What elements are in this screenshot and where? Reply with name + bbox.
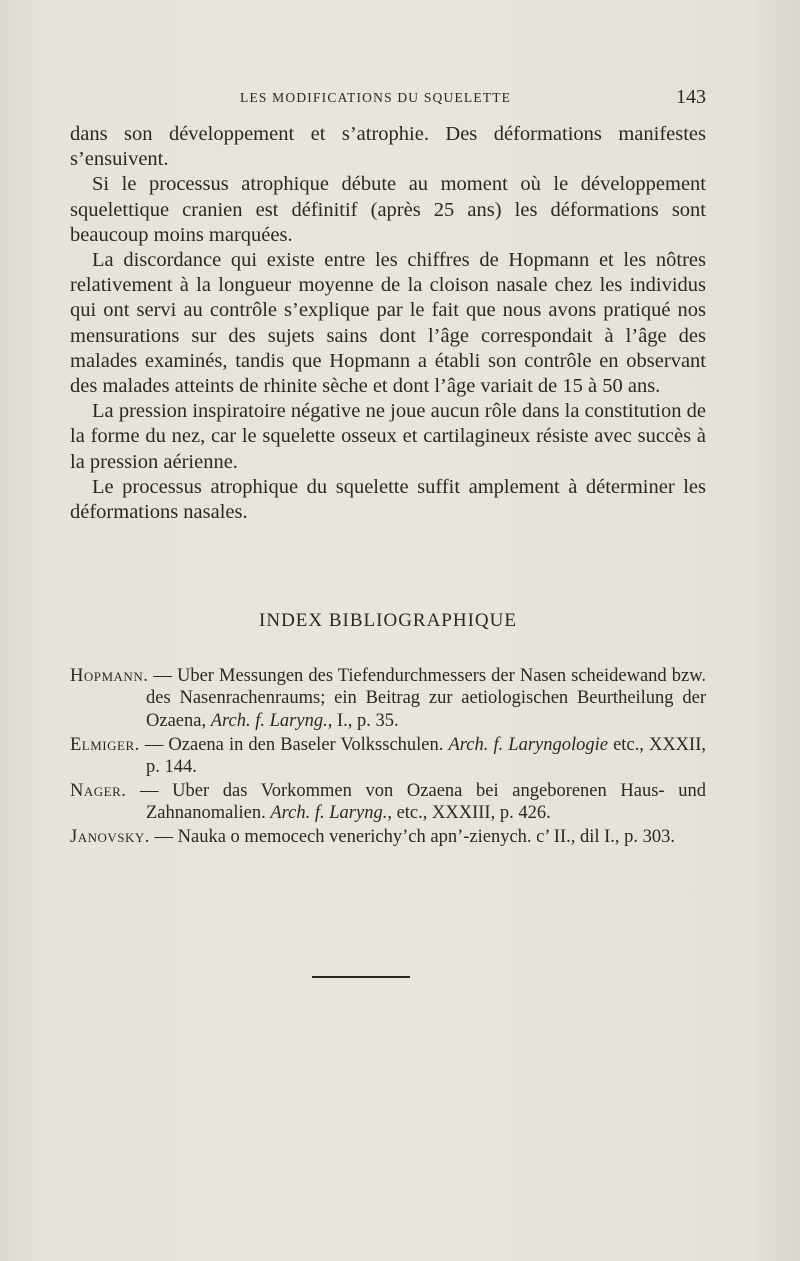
entry-citation: , I., p. 35. xyxy=(327,710,399,731)
bibliography-entry xyxy=(70,665,706,732)
page-header xyxy=(70,88,706,112)
bibliography-entry xyxy=(70,780,706,825)
entry-author: Nager. xyxy=(70,781,127,802)
entry-journal: Arch. f. Laryng. xyxy=(210,710,328,731)
page-number: 143 xyxy=(676,86,706,108)
body-text xyxy=(70,122,706,525)
closing-rule xyxy=(312,976,410,978)
entry-journal: Arch. f. Laryng. xyxy=(270,803,388,824)
entry-text: — Uber das Vorkommen von Ozaena bei angeborenen Haus- und Zahnanomalien. xyxy=(126,781,706,824)
entry-text: — Nauka o memocech venerichy’ch apn’-zienych. c’ II., dil I., p. 303. xyxy=(149,827,676,848)
paragraph: dans son développement et s’atrophie. Des déformations manifestes s’ensuivent. xyxy=(70,123,706,171)
index-title: INDEX BIBLIOGRAPHIQUE xyxy=(259,610,517,631)
entry-text: — Uber Messungen des Tiefendurchmessers der Nasen scheidewand bzw. des Nasenrachenraums; ein Beitrag zur aetiologischen Beurtheilung der Ozaena, xyxy=(146,666,706,731)
paragraph: Si le processus atrophique débute au moment où le développement squelettique cranien est définitif (après 25 ans) les déformations sont beaucoup moins marquées. xyxy=(70,173,706,246)
running-head: LES MODIFICATIONS DU SQUELETTE xyxy=(240,90,512,105)
entry-author: Janovsky. xyxy=(70,827,150,848)
bibliography-entry xyxy=(70,826,706,848)
paragraph: La pression inspiratoire négative ne joue aucun rôle dans la constitution de la forme du nez, car le squelette osseux et cartilagineux résiste avec succès à la pression aérienne. xyxy=(70,400,706,473)
entry-author: Elmiger. xyxy=(70,734,140,755)
paragraph: La discordance qui existe entre les chiffres de Hopmann et les nôtres relativement à la longueur moyenne de la cloison nasale chez les individus qui ont servi au contrôle s’explique par le fait que nous avons pratiqué nos mensurations sur des sujets sains dont l’âge correspondait à l’âge des malades examinés, tandis que Hopmann a établi son contrôle en observant des malades atteints de rhinite sèche et dont l’âge variait de 15 à 50 ans. xyxy=(70,249,706,398)
entry-text: — Ozaena in den Baseler Volksschulen. xyxy=(139,734,449,755)
bibliography xyxy=(70,665,706,851)
entry-author: Hopmann. xyxy=(70,666,149,686)
entry-citation: etc., XXXII, p. 144. xyxy=(146,734,706,777)
paragraph: Le processus atrophique du squelette suffit amplement à déterminer les déformations nasales. xyxy=(70,475,706,524)
entry-journal: Arch. f. Laryngologie xyxy=(448,734,608,755)
bibliography-entry xyxy=(70,734,706,779)
entry-citation: , etc., XXXIII, p. 426. xyxy=(387,803,551,824)
